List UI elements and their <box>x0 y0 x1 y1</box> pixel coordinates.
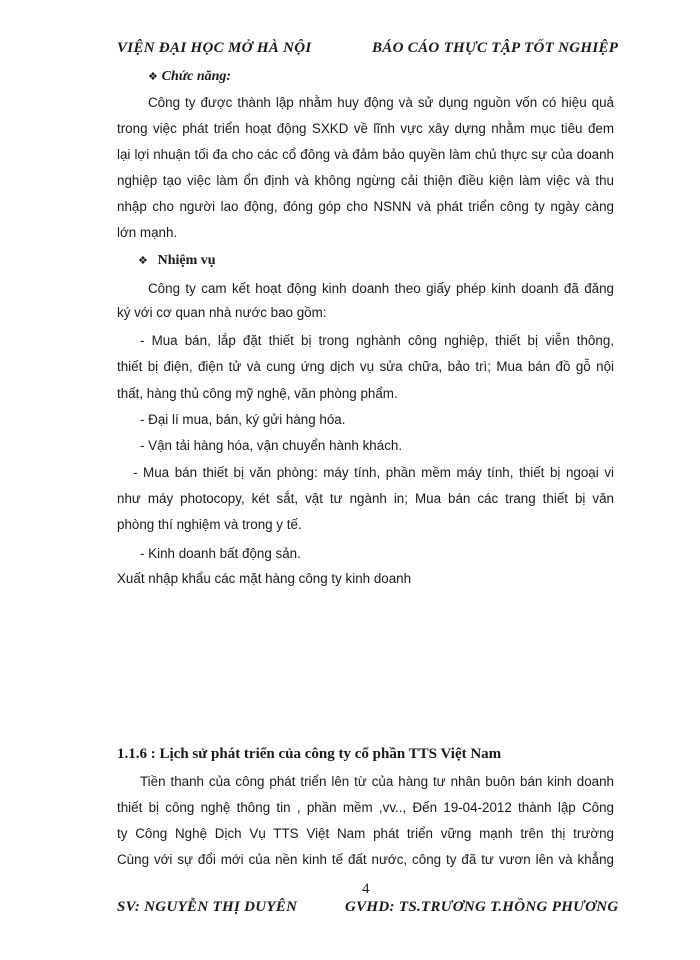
function-line-3: lại lợi nhuận tối đa cho các cổ đông và đảm bảo quyền làm chủ thực sự của doanh <box>117 147 614 162</box>
duty-item-4-line-3: phòng thí nghiệm và trong y tế. <box>117 517 302 532</box>
history-line-4: Cùng với sự đổi mới của nền kinh tế đất nước, công ty đã tư vươn lên và khẳng <box>117 852 614 867</box>
duty-item-6: Xuất nhập khẩu các mặt hàng công ty kinh doanh <box>117 571 412 586</box>
section-function <box>148 66 231 87</box>
diamond-bullet-icon: ❖ <box>138 254 148 267</box>
duty-item-4-line-1: - Mua bán thiết bị văn phòng: máy tính, phần mềm máy tính, thiết bị ngoại vi <box>133 465 614 480</box>
duty-item-1-line-3: thất, hàng thủ công mỹ nghệ, văn phòng phẩm. <box>117 386 398 401</box>
history-line-2: thiết bị công nghệ thông tin , phần mềm ,vv.., Đến 19-04-2012 thành lập Công <box>117 800 614 815</box>
footer-advisor: GVHD: TS.TRƯƠNG T.HỒNG PHƯƠNG <box>345 899 619 915</box>
history-line-1: Tiền thanh của công phát triển lên từ của hàng tư nhân buôn bán kinh doanh <box>140 774 614 789</box>
diamond-bullet-icon: ❖ <box>148 70 158 83</box>
history-heading: 1.1.6 : Lịch sử phát triển của công ty cổ phần TTS Việt Nam <box>117 746 502 762</box>
duties-intro-line-1: Công ty cam kết hoạt động kinh doanh theo giấy phép kinh doanh đã đăng <box>148 281 614 296</box>
function-line-4: nghiệp tạo việc làm ổn định và không ngừng cải thiện điều kiện làm việc và thu <box>117 173 614 188</box>
duty-item-1-line-2: thiết bị điện, điện tử và cung ứng dịch vụ sửa chữa, bảo trì; Mua bán đồ gỗ nội <box>117 359 614 374</box>
page-number: 4 <box>362 881 370 897</box>
duty-item-2: - Đại lí mua, bán, ký gửi hàng hóa. <box>140 412 346 427</box>
history-line-3: ty Công Nghệ Dịch Vụ TTS Việt Nam phát triển vững mạnh trên thị trường <box>117 826 614 841</box>
section-duties <box>138 250 216 271</box>
duties-intro-line-2: ký với cơ quan nhà nước bao gồm: <box>117 305 327 320</box>
header-institution: VIỆN ĐẠI HỌC MỞ HÀ NỘI <box>117 40 312 56</box>
function-line-6: lớn mạnh. <box>117 225 178 240</box>
duty-item-5: - Kinh doanh bất động sản. <box>140 546 301 561</box>
duty-item-3: - Vận tải hàng hóa, vận chuyển hành khách. <box>140 438 403 453</box>
duty-item-1-line-1: - Mua bán, lắp đặt thiết bị trong nghành công nghiệp, thiết bị viễn thông, <box>140 333 614 348</box>
function-line-2: trong việc phát triển hoạt động SXKD về lĩnh vực xây dựng nhằm mục tiêu đem <box>117 121 614 136</box>
footer-student: SV: NGUYỄN THỊ DUYÊN <box>117 899 298 915</box>
section-duties-title: Nhiệm vụ <box>157 253 216 268</box>
duty-item-4-line-2: như máy photocopy, két sắt, vật tư ngành in; Mua bán các trang thiết bị văn <box>117 491 614 506</box>
function-line-1: Công ty được thành lập nhằm huy động và sử dụng nguồn vốn có hiệu quả <box>148 95 614 110</box>
header-report-title: BÁO CÁO THỰC TẬP TỐT NGHIỆP <box>372 40 619 56</box>
function-line-5: nhập cho người lao động, đóng góp cho NSNN và phát triển công ty ngày càng <box>117 199 614 214</box>
section-function-title: Chức năng: <box>161 69 232 84</box>
